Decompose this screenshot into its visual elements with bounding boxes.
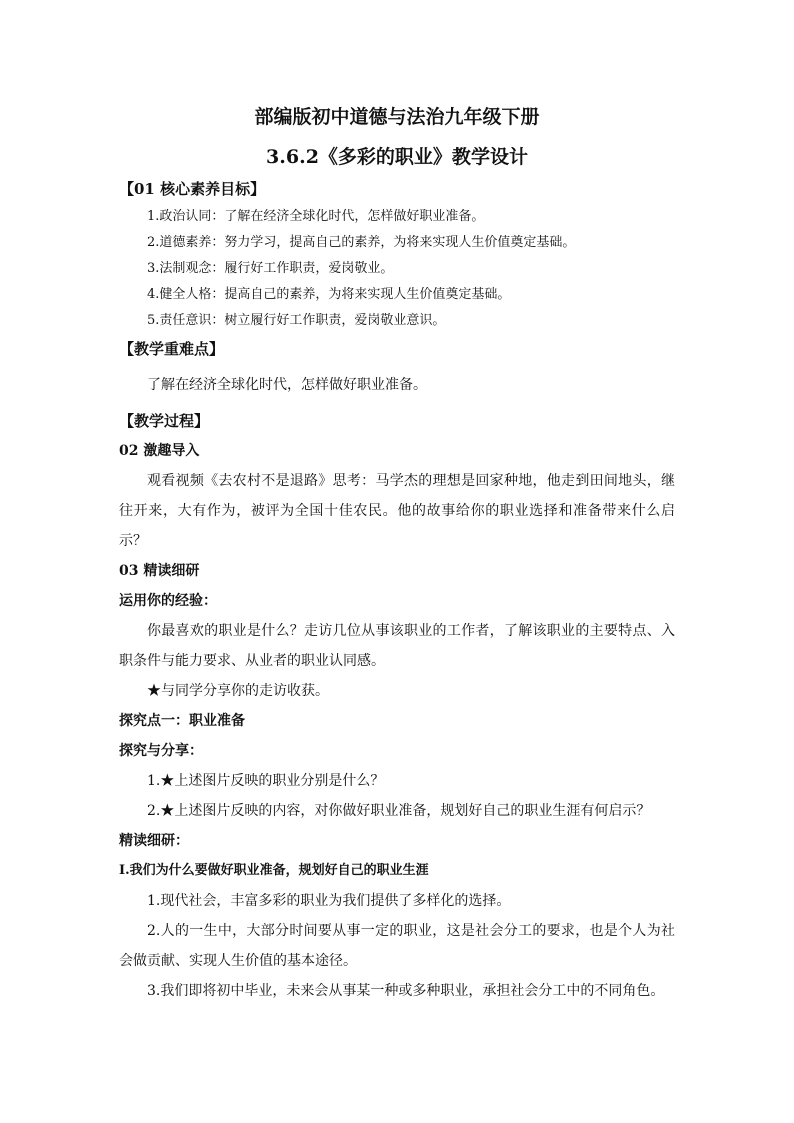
core-goal-item: 2.道德素养：努力学习，提高自己的素养，为将来实现人生价值奠定基础。 <box>147 235 576 250</box>
document-body <box>119 100 675 1006</box>
study-heading: 03 精读细研 <box>119 563 200 579</box>
key-points-text: 了解在经济全球化时代，怎样做好职业准备。 <box>147 377 427 393</box>
answer-item: 2.人的一生中，大部分时间要从事一定的职业，这是社会分工的要求，也是个人为社会做贡献、实现人生价值的基本途径。 <box>119 923 675 969</box>
core-goals-heading: 【01 核心素养目标】 <box>119 180 266 198</box>
process-heading: 【教学过程】 <box>119 412 210 430</box>
intro-heading: 02 激趣导入 <box>119 443 200 459</box>
core-goal-item: 4.健全人格：提高自己的素养，为将来实现人生价值奠定基础。 <box>147 287 511 302</box>
core-goal-item: 5.责任意识：树立履行好工作职责，爱岗敬业意识。 <box>147 313 446 328</box>
key-points-heading: 【教学重难点】 <box>119 340 225 358</box>
core-goal-item: 3.法制观念：履行好工作职责，爱岗敬业。 <box>147 261 394 276</box>
core-goal-item: 1.政治认同：了解在经济全球化时代，怎样做好职业准备。 <box>147 209 485 224</box>
explore-share-heading: 探究与分享： <box>119 743 203 759</box>
share-text: ★与同学分享你的走访收获。 <box>147 683 329 699</box>
question-item: 1.★上述图片反映的职业分别是什么？ <box>147 773 385 789</box>
part-one-heading: Ⅰ.我们为什么要做好职业准备，规划好自己的职业生涯 <box>119 863 429 878</box>
experience-paragraph: 你最喜欢的职业是什么？走访几位从事该职业的工作者，了解该职业的主要特点、入职条件与能力要求、从业者的职业认同感。 <box>119 623 675 669</box>
deep-study-heading: 精读细研： <box>119 833 189 849</box>
intro-paragraph: 观看视频《去农村不是退路》思考：马学杰的理想是回家种地，他走到田间地头，继往开来，大有作为，被评为全国十佳农民。他的故事给你的职业选择和准备带来什么启示？ <box>119 473 675 549</box>
document-title: 部编版初中道德与法治九年级下册 <box>254 106 540 128</box>
document-subtitle: 3.6.2《多彩的职业》教学设计 <box>266 146 528 168</box>
question-item: 2.★上述图片反映的内容，对你做好职业准备，规划好自己的职业生涯有何启示？ <box>147 803 651 819</box>
experience-heading: 运用你的经验： <box>119 593 217 609</box>
explore-point-heading: 探究点一：职业准备 <box>119 713 245 729</box>
answer-item: 1.现代社会，丰富多彩的职业为我们提供了多样化的选择。 <box>147 893 511 909</box>
answer-item: 3.我们即将初中毕业，未来会从事某一种或多种职业，承担社会分工中的不同角色。 <box>147 983 665 999</box>
